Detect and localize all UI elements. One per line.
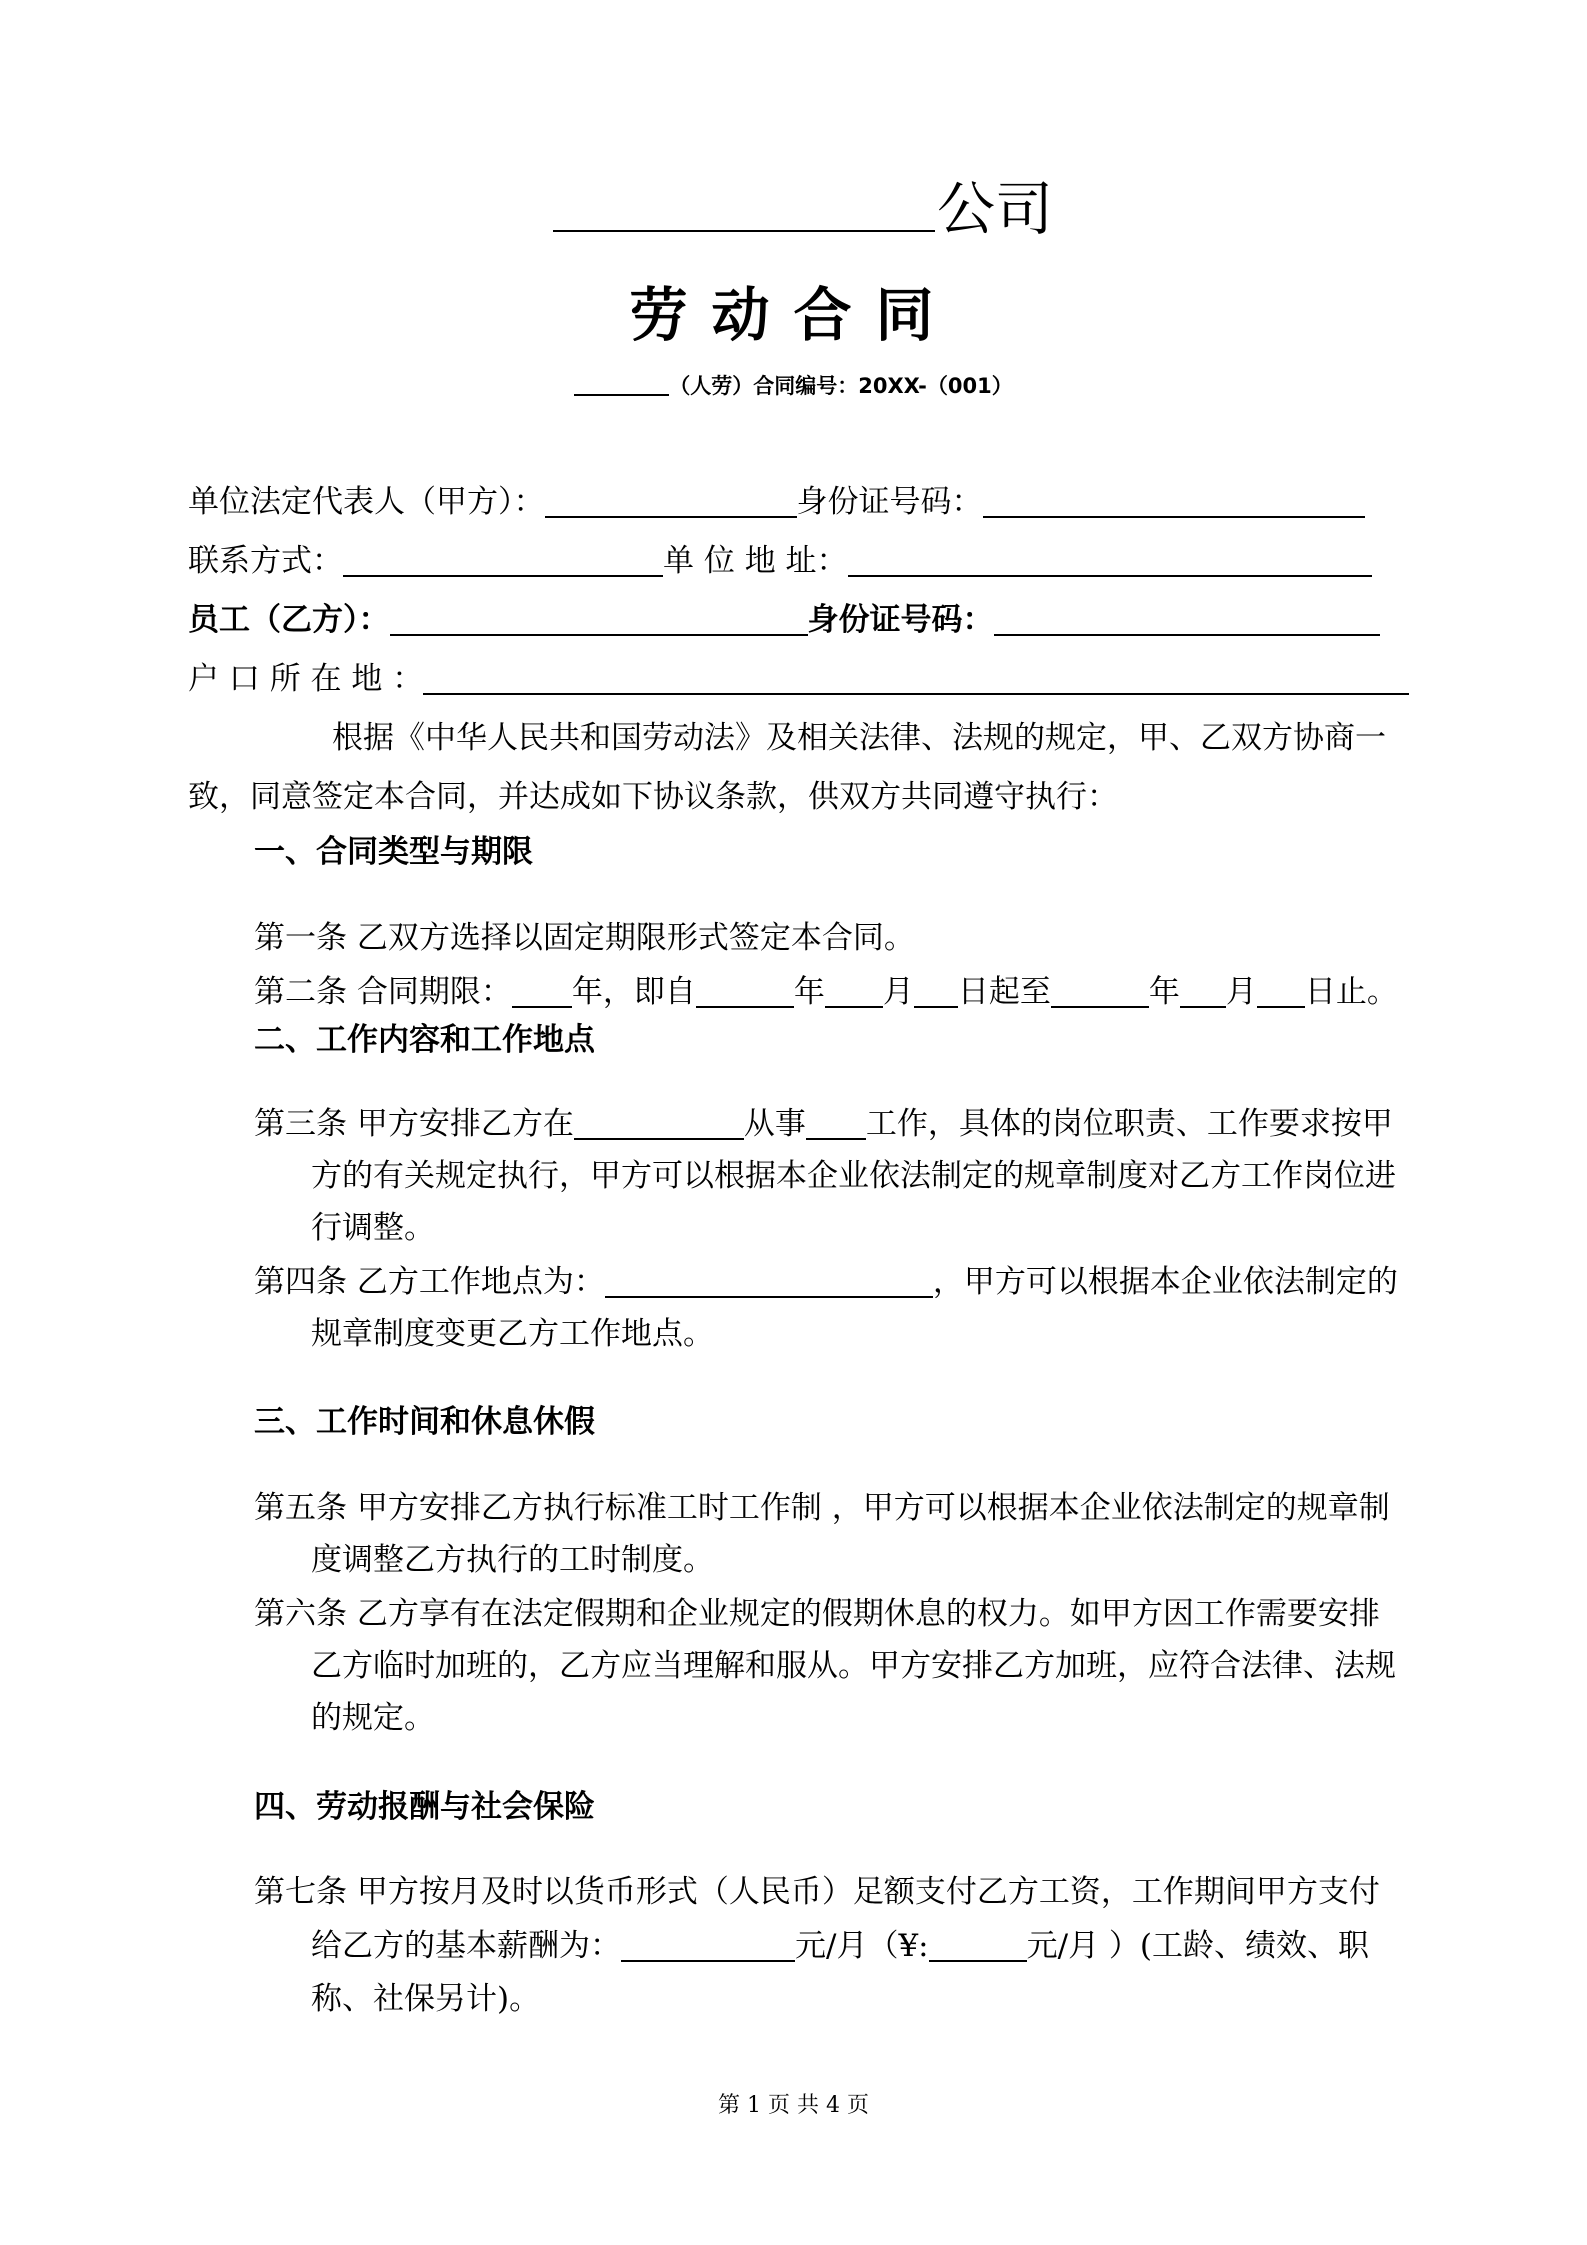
- employee-id-label: 身份证号码：: [807, 602, 994, 638]
- year-text: 年: [793, 974, 825, 1010]
- article-3-text-1: 第三条 甲方安排乙方在: [254, 1106, 574, 1142]
- article-3-line-3: 行调整。: [311, 1210, 435, 1246]
- article-7-line-3: 称、社保另计)。: [311, 1981, 541, 2017]
- hukou-field[interactable]: [423, 662, 1409, 695]
- work-department-field[interactable]: [574, 1107, 744, 1140]
- employer-rep-label: 单位法定代表人（甲方）：: [188, 484, 545, 520]
- article-4-line-2: 规章制度变更乙方工作地点。: [311, 1316, 714, 1352]
- article-4-text-2: ，甲方可以根据本企业依法制定的: [932, 1264, 1398, 1300]
- end-day-field[interactable]: [1257, 975, 1305, 1008]
- work-location-field[interactable]: [605, 1265, 933, 1298]
- article-3-line-1: [254, 1098, 1393, 1143]
- document-title: 劳动合同: [629, 281, 958, 349]
- preamble-line-2: 致，同意签定本合同，并达成如下协议条款，供双方共同遵守执行：: [188, 779, 1118, 815]
- article-3-text-2: 从事: [743, 1106, 806, 1142]
- base-salary-field[interactable]: [621, 1929, 795, 1962]
- article-2-text: 年，即自: [571, 974, 696, 1010]
- section-heading-2: 二、工作内容和工作地点: [254, 1022, 595, 1058]
- article-6-line-1: 第六条 乙方享有在法定假期和企业规定的假期休息的权力。如甲方因工作需要安排: [254, 1596, 1380, 1632]
- id-number-label: 身份证号码：: [796, 484, 983, 520]
- hukou-row: [188, 653, 1409, 698]
- article-1: 第一条 乙双方选择以固定期限形式签定本合同。: [254, 920, 915, 956]
- company-suffix: 公司: [937, 175, 1054, 243]
- employee-field[interactable]: [390, 603, 808, 636]
- article-6-line-3: 的规定。: [311, 1700, 435, 1736]
- employee-label: 员工（乙方）：: [188, 602, 390, 638]
- start-year-field[interactable]: [696, 975, 794, 1008]
- contract-number: [0, 370, 1587, 400]
- contract-prefix-blank[interactable]: [574, 373, 669, 396]
- section-heading-3: 三、工作时间和休息休假: [254, 1404, 595, 1440]
- article-5-line-2: 度调整乙方执行的工时制度。: [311, 1542, 714, 1578]
- month-text-2: 月: [1225, 974, 1257, 1010]
- party-a-row: [188, 476, 1365, 521]
- hukou-label: 户 口 所 在 地 ：: [188, 661, 424, 697]
- employer-rep-field[interactable]: [545, 485, 797, 518]
- article-2: [254, 966, 1398, 1011]
- article-7-text-1: 给乙方的基本薪酬为：: [311, 1928, 621, 1964]
- end-month-field[interactable]: [1180, 975, 1226, 1008]
- party-b-row: [188, 594, 1380, 639]
- article-7-text-3: 元/月 ）(工龄、绩效、职: [1026, 1928, 1370, 1964]
- work-position-field[interactable]: [806, 1107, 866, 1140]
- article-5-line-1: 第五条 甲方安排乙方执行标准工时工作制 ，甲方可以根据本企业依法制定的规章制: [254, 1490, 1390, 1526]
- section-heading-1: 一、合同类型与期限: [254, 834, 533, 870]
- month-text: 月: [882, 974, 914, 1010]
- base-salary-amount-field[interactable]: [929, 1929, 1027, 1962]
- contract-number-text: （人劳）合同编号：20XX-（001）: [669, 374, 1013, 398]
- article-3-text-3: 工作，具体的岗位职责、工作要求按甲: [865, 1106, 1393, 1142]
- article-7-line-2: [311, 1920, 1369, 1965]
- address-label: 单 位 地 址：: [663, 543, 848, 579]
- term-years-field[interactable]: [512, 975, 572, 1008]
- article-6-line-2: 乙方临时加班的，乙方应当理解和服从。甲方安排乙方加班，应符合法律、法规: [311, 1648, 1396, 1684]
- employer-id-field[interactable]: [983, 485, 1365, 518]
- contact-row: [188, 535, 1372, 580]
- year-text-2: 年: [1148, 974, 1180, 1010]
- address-field[interactable]: [848, 544, 1372, 577]
- article-4-line-1: [254, 1256, 1398, 1301]
- company-name-blank[interactable]: [553, 172, 935, 232]
- page-number: 第 1 页 共 4 页: [718, 2093, 869, 2118]
- contact-field[interactable]: [343, 544, 663, 577]
- section-heading-4: 四、劳动报酬与社会保险: [254, 1789, 595, 1825]
- start-month-field[interactable]: [825, 975, 883, 1008]
- preamble-line-1: 根据《中华人民共和国劳动法》及相关法律、法规的规定，甲、乙双方协商一: [332, 720, 1386, 756]
- article-2-label: 第二条 合同期限：: [254, 974, 512, 1010]
- day-end-text: 日止。: [1304, 974, 1398, 1010]
- article-7-line-1: 第七条 甲方按月及时以货币形式（人民币）足额支付乙方工资，工作期间甲方支付: [254, 1874, 1380, 1910]
- article-3-line-2: 方的有关规定执行，甲方可以根据本企业依法制定的规章制度对乙方工作岗位进: [311, 1158, 1396, 1194]
- company-name-line: [553, 162, 1053, 246]
- day-start-text: 日起至: [957, 974, 1051, 1010]
- article-4-text-1: 第四条 乙方工作地点为：: [254, 1264, 605, 1300]
- contact-label: 联系方式：: [188, 543, 343, 579]
- article-7-text-2: 元/月（¥:: [795, 1928, 929, 1964]
- employee-id-field[interactable]: [994, 603, 1380, 636]
- start-day-field[interactable]: [914, 975, 958, 1008]
- end-year-field[interactable]: [1051, 975, 1149, 1008]
